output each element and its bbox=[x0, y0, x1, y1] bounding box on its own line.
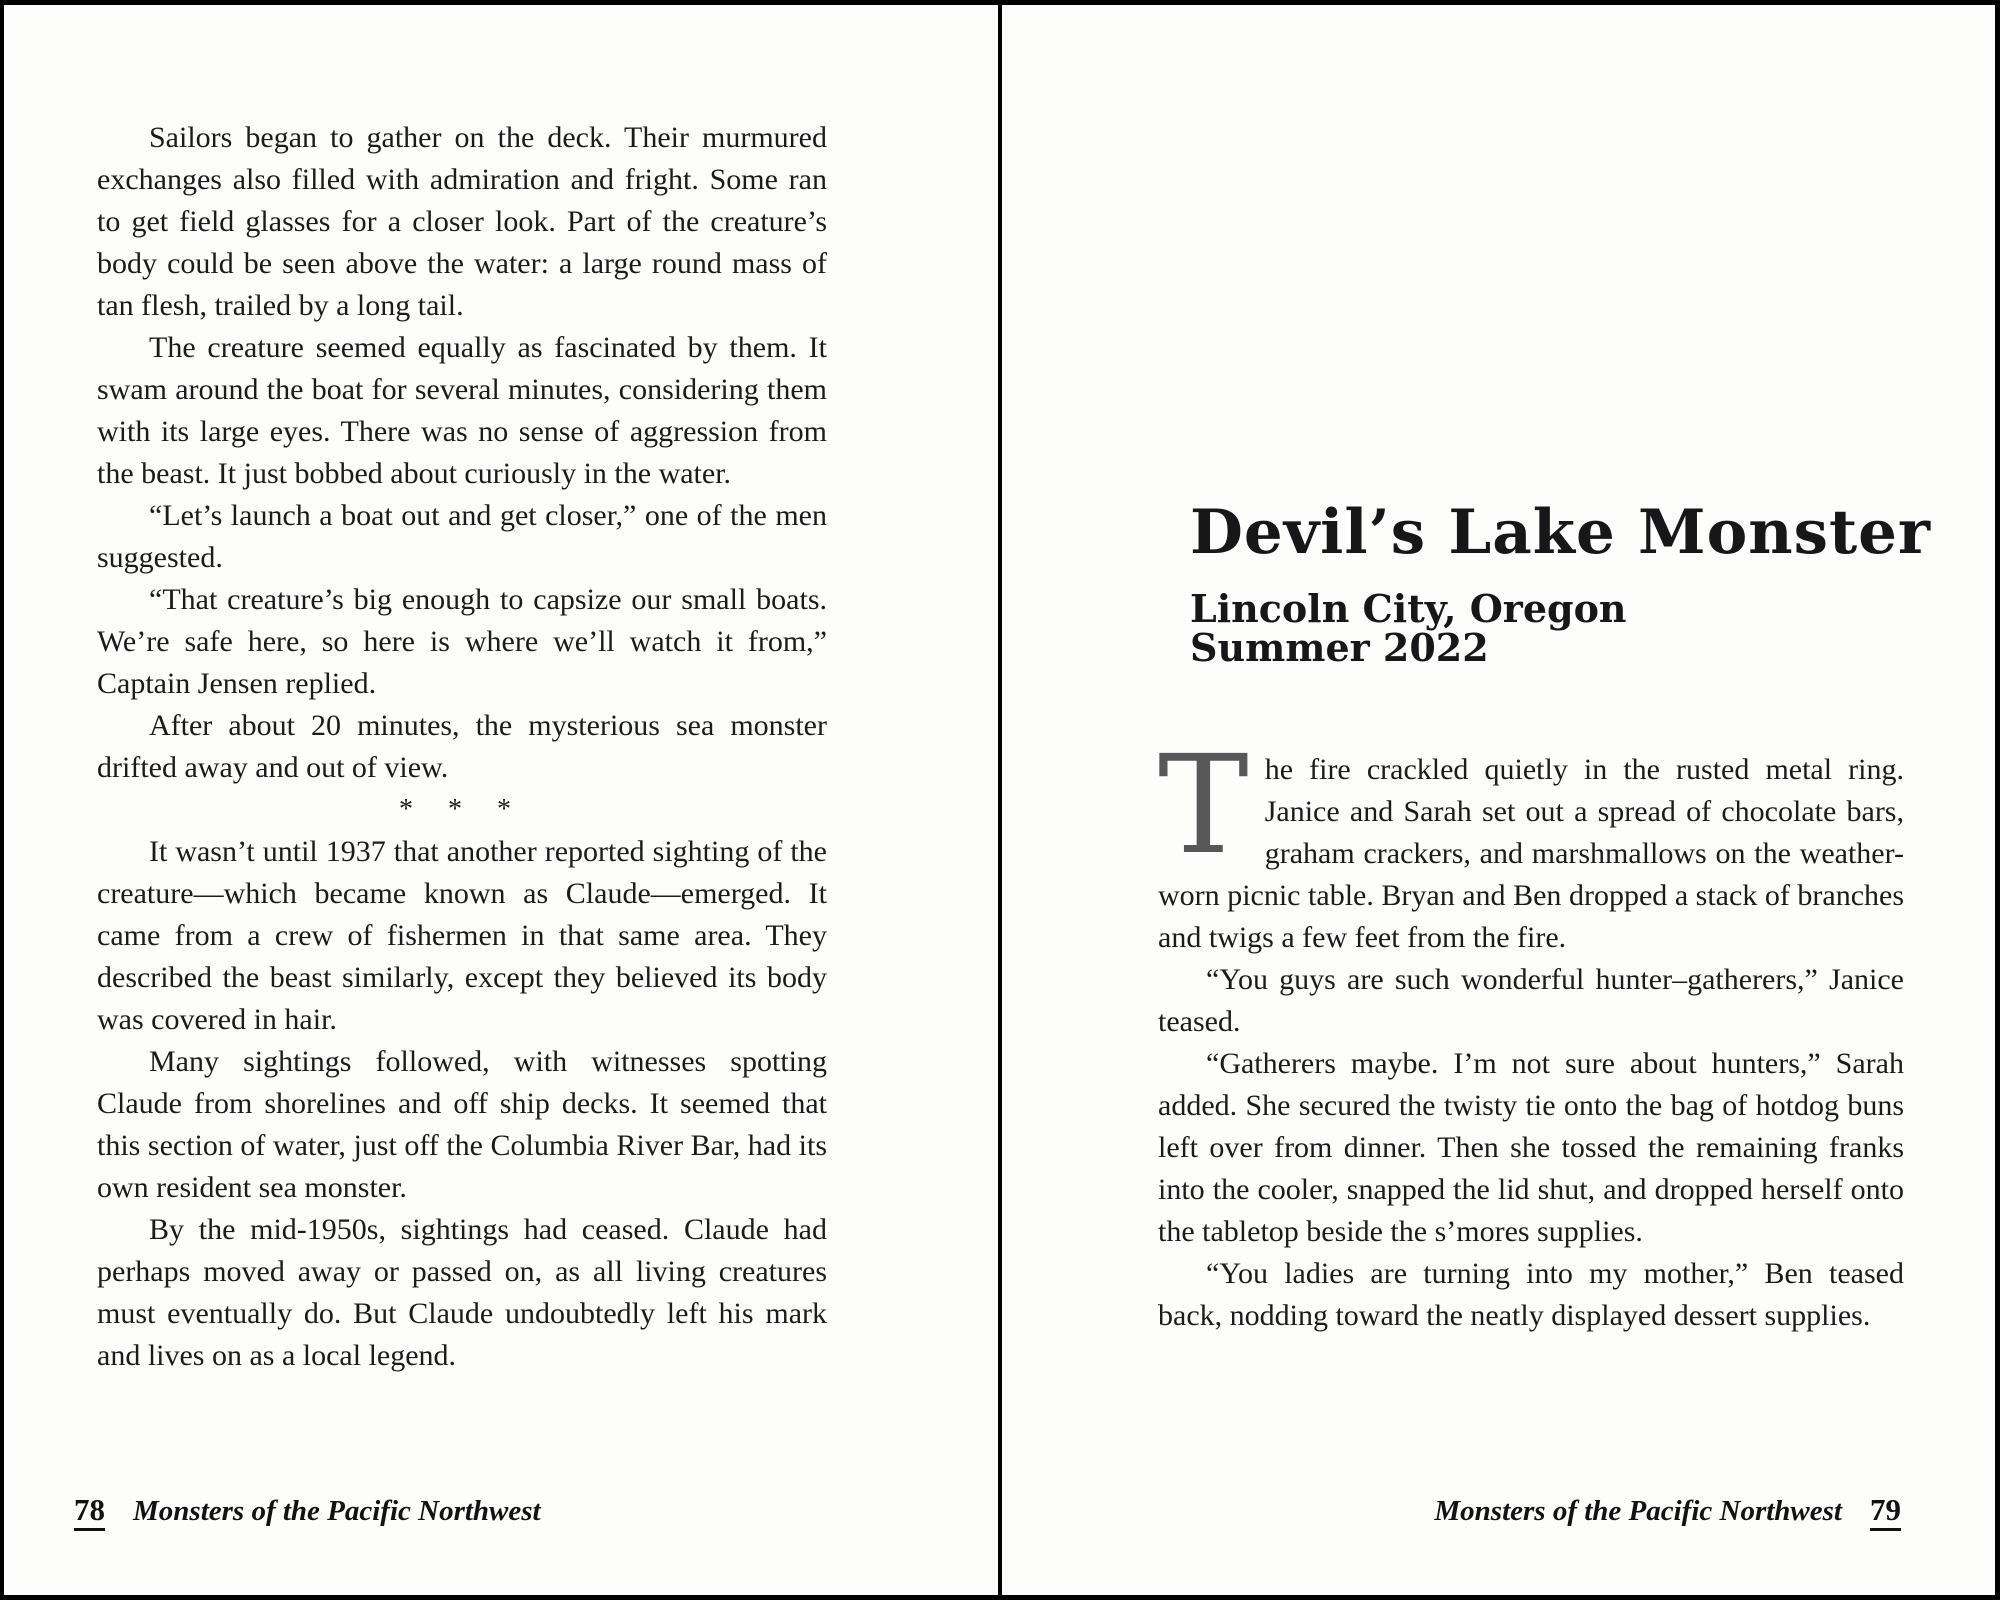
section-break-asterisks: * * * bbox=[399, 794, 525, 825]
running-title: Monsters of the Pacific Northwest bbox=[1434, 1495, 1842, 1527]
paragraph: “You guys are such wonderful hunter–gatherers,” Janice teased. bbox=[1158, 963, 1904, 1038]
paragraph: By the mid-1950s, sightings had ceased. Claude had perhaps moved away or passed on, as all living creatures must eventually do. But Claude undoubtedly left his mark and lives on as a local legend. bbox=[97, 1213, 827, 1372]
paragraph: After about 20 minutes, the mysterious sea monster drifted away and out of view. bbox=[97, 709, 827, 784]
running-title: Monsters of the Pacific Northwest bbox=[133, 1495, 541, 1527]
left-page-footer bbox=[74, 1494, 541, 1531]
paragraph: Sailors began to gather on the deck. Their murmured exchanges also filled with admiration and fright. Some ran to get field glasses for a closer look. Part of the creature’s body could be seen above the water: a large round mass of tan flesh, trailed by a long tail. bbox=[97, 121, 827, 322]
page-number: 79 bbox=[1870, 1494, 1901, 1531]
page-number: 78 bbox=[74, 1494, 105, 1531]
paragraph: Many sightings followed, with witnesses spotting Claude from shorelines and off ship decks. It seemed that this section of water, just off the Columbia River Bar, had its own resident sea monster. bbox=[97, 1045, 827, 1204]
paragraph: “You ladies are turning into my mother,” Ben teased back, nodding toward the neatly displayed dessert supplies. bbox=[1158, 1257, 1904, 1332]
paragraph-text: he fire crackled quietly in the rusted metal ring. Janice and Sarah set out a spread of chocolate bars, graham crackers, and marshmallows on the weather-worn picnic table. Bryan and Ben dropped a stack of branches and twigs a few feet from the fire. bbox=[1158, 753, 1904, 954]
paragraph-with-dropcap bbox=[1158, 727, 1904, 959]
paragraph: “That creature’s big enough to capsize our small boats. We’re safe here, so here is where we’ll watch it from,” Captain Jensen replied. bbox=[97, 583, 827, 700]
chapter-subtitle bbox=[1190, 586, 1931, 671]
chapter-heading bbox=[1190, 497, 1932, 671]
paragraph: “Gatherers maybe. I’m not sure about hunters,” Sarah added. She secured the twisty tie onto the bag of hotdog buns left over from dinner. Then she tossed the remaining franks into the cooler, snapped the lid shut, and dropped herself onto the tabletop beside the s’mores supplies. bbox=[1158, 1047, 1904, 1248]
right-page-footer bbox=[1434, 1494, 1901, 1531]
chapter-location: Lincoln City, Oregon bbox=[1190, 586, 1627, 632]
chapter-date: Summer 2022 bbox=[1190, 625, 1489, 671]
page-left bbox=[4, 5, 998, 1595]
paragraph: The creature seemed equally as fascinated by them. It swam around the boat for several minutes, considering them with its large eyes. There was no sense of aggression from the beast. It just bobbed about curiously in the water. bbox=[97, 331, 827, 490]
paragraph: “Let’s launch a boat out and get closer,” one of the men suggested. bbox=[97, 499, 827, 574]
chapter-title: Devil’s Lake Monster bbox=[1190, 497, 1932, 568]
right-page-text-block bbox=[1158, 727, 1904, 1337]
page-right bbox=[1002, 5, 1995, 1595]
left-page-text-block bbox=[97, 117, 827, 1377]
drop-cap-letter: T bbox=[1158, 727, 1249, 885]
paragraph: It wasn’t until 1937 that another reported sighting of the creature—which became known as Claude—emerged. It came from a crew of fishermen in that same area. They described the beast similarly, except they believed its body was covered in hair. bbox=[97, 835, 827, 1036]
